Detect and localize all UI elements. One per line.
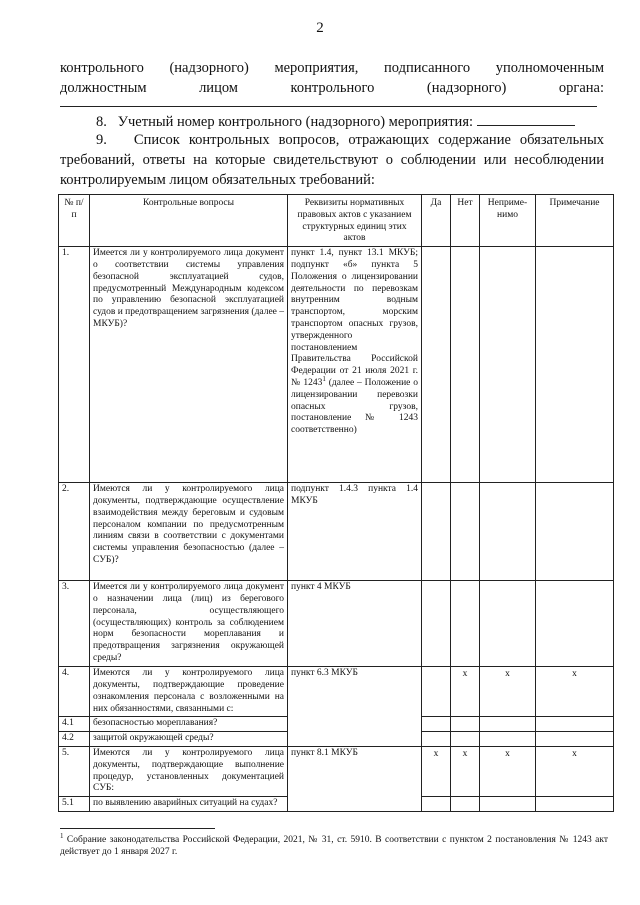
row-question: защитой окружающей среды?: [90, 732, 288, 747]
header-yes: Да: [422, 195, 451, 247]
header-num: № п/п: [59, 195, 90, 247]
row-not-applicable: [480, 797, 536, 812]
row-note: [536, 717, 614, 732]
row-yes: [422, 247, 451, 483]
intro-paragraph: [60, 58, 604, 98]
header-no: Нет: [451, 195, 480, 247]
row-no: x: [451, 667, 480, 717]
footnote-separator: [60, 828, 215, 829]
row-note: [536, 247, 614, 483]
row-no: [451, 483, 480, 581]
row-note: [536, 581, 614, 667]
intro-line-1: контрольного (надзорного) мероприятия, подписанного уполномоченным: [60, 60, 604, 76]
row-not-applicable: x: [480, 746, 536, 796]
item-8-number: 8.: [96, 114, 107, 130]
header-not-applicable: Неприме-нимо: [480, 195, 536, 247]
intro-line-2: должностным лицом контрольного (надзорного) органа:: [60, 80, 604, 96]
row-note: x: [536, 746, 614, 796]
row-yes: [422, 581, 451, 667]
row-question: Имеется ли у контролируемого лица документ о соответствии системы управления безопасной эксплуатацией судов, предусмотренный Международным кодексом по управлению безопасной эксплуатацией судов и предотвращением загрязнения (далее – МКУБ)?: [90, 247, 288, 483]
row-not-applicable: x: [480, 667, 536, 717]
row-requisites: пункт 1.4, пункт 13.1 МКУБ; подпункт «б» пункта 5 Положения о лицензировании деятельности по перевозкам внутренним водным транспортом, морским транспортом опасных грузов, утвержденного постановлением Правительства Российской Федерации от 21 июля 2021 г. № 1243$^1$ (далее – Положение о лицензировании перевозки опасных грузов, постановление № 1243 соответственно): [288, 247, 422, 483]
row-yes: [422, 797, 451, 812]
row-yes: [422, 483, 451, 581]
table-row: [59, 247, 614, 483]
header-question: Контрольные вопросы: [90, 195, 288, 247]
row-not-applicable: [480, 247, 536, 483]
row-no: [451, 717, 480, 732]
item-8: [60, 111, 604, 132]
row-yes: [422, 717, 451, 732]
row-no: [451, 797, 480, 812]
row-number: 1.: [59, 247, 90, 483]
table-row: [59, 746, 614, 796]
row-note: [536, 797, 614, 812]
row-not-applicable: [480, 483, 536, 581]
footnote-ref: 1: [322, 374, 326, 383]
row-requisites: пункт 8.1 МКУБ: [288, 746, 422, 811]
table-header-row: [59, 195, 614, 247]
row-question: Имеются ли у контролируемого лица документы, подтверждающие проведение ознакомления персонала с возложенными на них обязанностями, связанными с:: [90, 667, 288, 717]
row-number: 3.: [59, 581, 90, 667]
row-requisites: пункт 4 МКУБ: [288, 581, 422, 667]
table-row: [59, 483, 614, 581]
row-not-applicable: [480, 732, 536, 747]
page-number: 2: [316, 20, 324, 36]
header-requisites: Реквизиты нормативных правовых актов с указанием структурных единиц этих актов: [288, 195, 422, 247]
table-row: [59, 667, 614, 717]
row-number: 5.: [59, 746, 90, 796]
row-yes: x: [422, 746, 451, 796]
row-question: по выявлению аварийных ситуаций на судах?: [90, 797, 288, 812]
row-no: x: [451, 746, 480, 796]
row-question: Имеется ли у контролируемого лица документ о назначении лица (лиц) из берегового персонала, осуществляющего (осуществляющих) контроль за соблюдением норм безопасности мореплавания и предотвращения загрязнения окружающей среды?: [90, 581, 288, 667]
row-number: 4.: [59, 667, 90, 717]
row-question: безопасностью мореплавания?: [90, 717, 288, 732]
row-requisites: пункт 6.3 МКУБ: [288, 667, 422, 747]
row-no: [451, 581, 480, 667]
row-yes: [422, 667, 451, 717]
footnote: [60, 831, 608, 858]
row-question: Имеются ли у контролируемого лица документы, подтверждающие выполнение процедур, установленных документацией СУБ:: [90, 746, 288, 796]
row-number: 4.2: [59, 732, 90, 747]
row-number: 2.: [59, 483, 90, 581]
row-requisites: подпункт 1.4.3 пункта 1.4 МКУБ: [288, 483, 422, 581]
row-number: 4.1: [59, 717, 90, 732]
row-no: [451, 247, 480, 483]
item-9-text: Список контрольных вопросов, отражающих содержание обязательных требований, ответы на которые свидетельствуют о соблюдении или несоблюдении контролируемым лицом обязательных требований:: [60, 132, 604, 188]
footnote-mark: 1: [60, 831, 64, 840]
row-yes: [422, 732, 451, 747]
row-not-applicable: [480, 717, 536, 732]
item-9: [60, 130, 604, 190]
row-question: Имеются ли у контролируемого лица документы, подтверждающие осуществление взаимодействия между береговым и судовым персоналом компании по предусмотренным линиям связи в соответствии с документами системы управления безопасностью (далее – СУБ)?: [90, 483, 288, 581]
table-row: [59, 581, 614, 667]
row-note: [536, 732, 614, 747]
row-no: [451, 732, 480, 747]
header-note: Примечание: [536, 195, 614, 247]
row-note: [536, 483, 614, 581]
item-8-text: Учетный номер контрольного (надзорного) мероприятия:: [117, 114, 474, 130]
row-number: 5.1: [59, 797, 90, 812]
row-not-applicable: [480, 581, 536, 667]
footnote-text: Собрание законодательства Российской Федерации, 2021, № 31, ст. 5910. В соответствии с пунктом 2 постановления № 1243 акт действует до 1 января 2027 г.: [60, 835, 608, 857]
row-note: x: [536, 667, 614, 717]
signature-line: [60, 106, 597, 107]
item-9-number: 9.: [96, 132, 107, 148]
checklist-table: [58, 194, 614, 812]
item-8-blank-line: [477, 111, 575, 126]
